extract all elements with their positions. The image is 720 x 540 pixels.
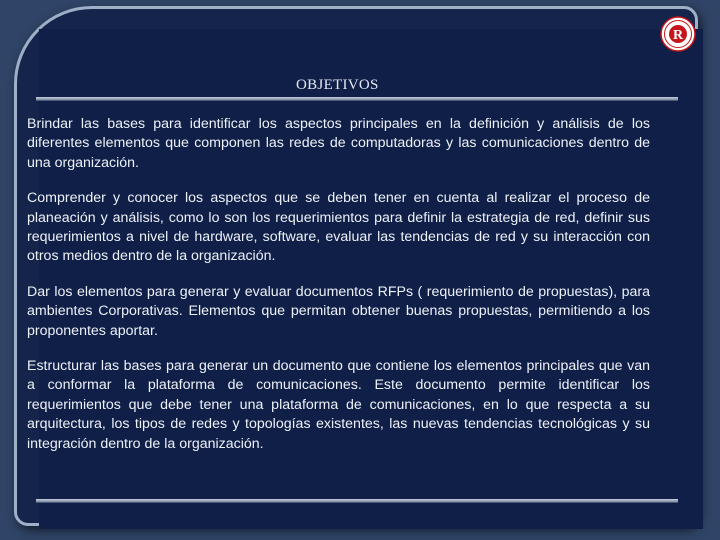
footer-divider [36, 499, 678, 503]
title-divider [36, 97, 678, 101]
university-seal-icon [660, 16, 696, 52]
objective-paragraph: Dar los elementos para generar y evaluar documentos RFPs ( requerimiento de propuestas), para ambientes Corporativas. Elementos que permitan obtener buenas propuestas, permitiendo a los proponentes aportar. [27, 283, 650, 339]
objectives-list [27, 115, 650, 470]
logo-letter: R [672, 28, 684, 43]
objective-paragraph: Estructurar las bases para generar un documento que contiene los elementos principales que van a conformar la plataforma de comunicaciones. Este documento permite identificar los requerimientos que debe tener una plataforma de comunicaciones, en lo que respecta a su arquitectura, los tipos de redes y topologías existentes, las nuevas tendencias tecnológicas y su integración dentro de la organización. [27, 358, 650, 452]
objective-paragraph: Brindar las bases para identificar los aspectos principales en la definición y análisis de los diferentes elementos que componen las redes de computadoras y las comunicaciones dentro de una organización. [27, 116, 650, 171]
slide-title: OBJETIVOS [296, 77, 379, 93]
objective-paragraph: Comprender y conocer los aspectos que se deben tener en cuenta al realizar el proceso de planeación y análisis, como lo son los requerimientos para definir la estrategia de red, definir sus requerimientos a nivel de hardware, software, evaluar las tendencias de red y su interacción con otros medios dentro de la organización. [27, 190, 650, 265]
